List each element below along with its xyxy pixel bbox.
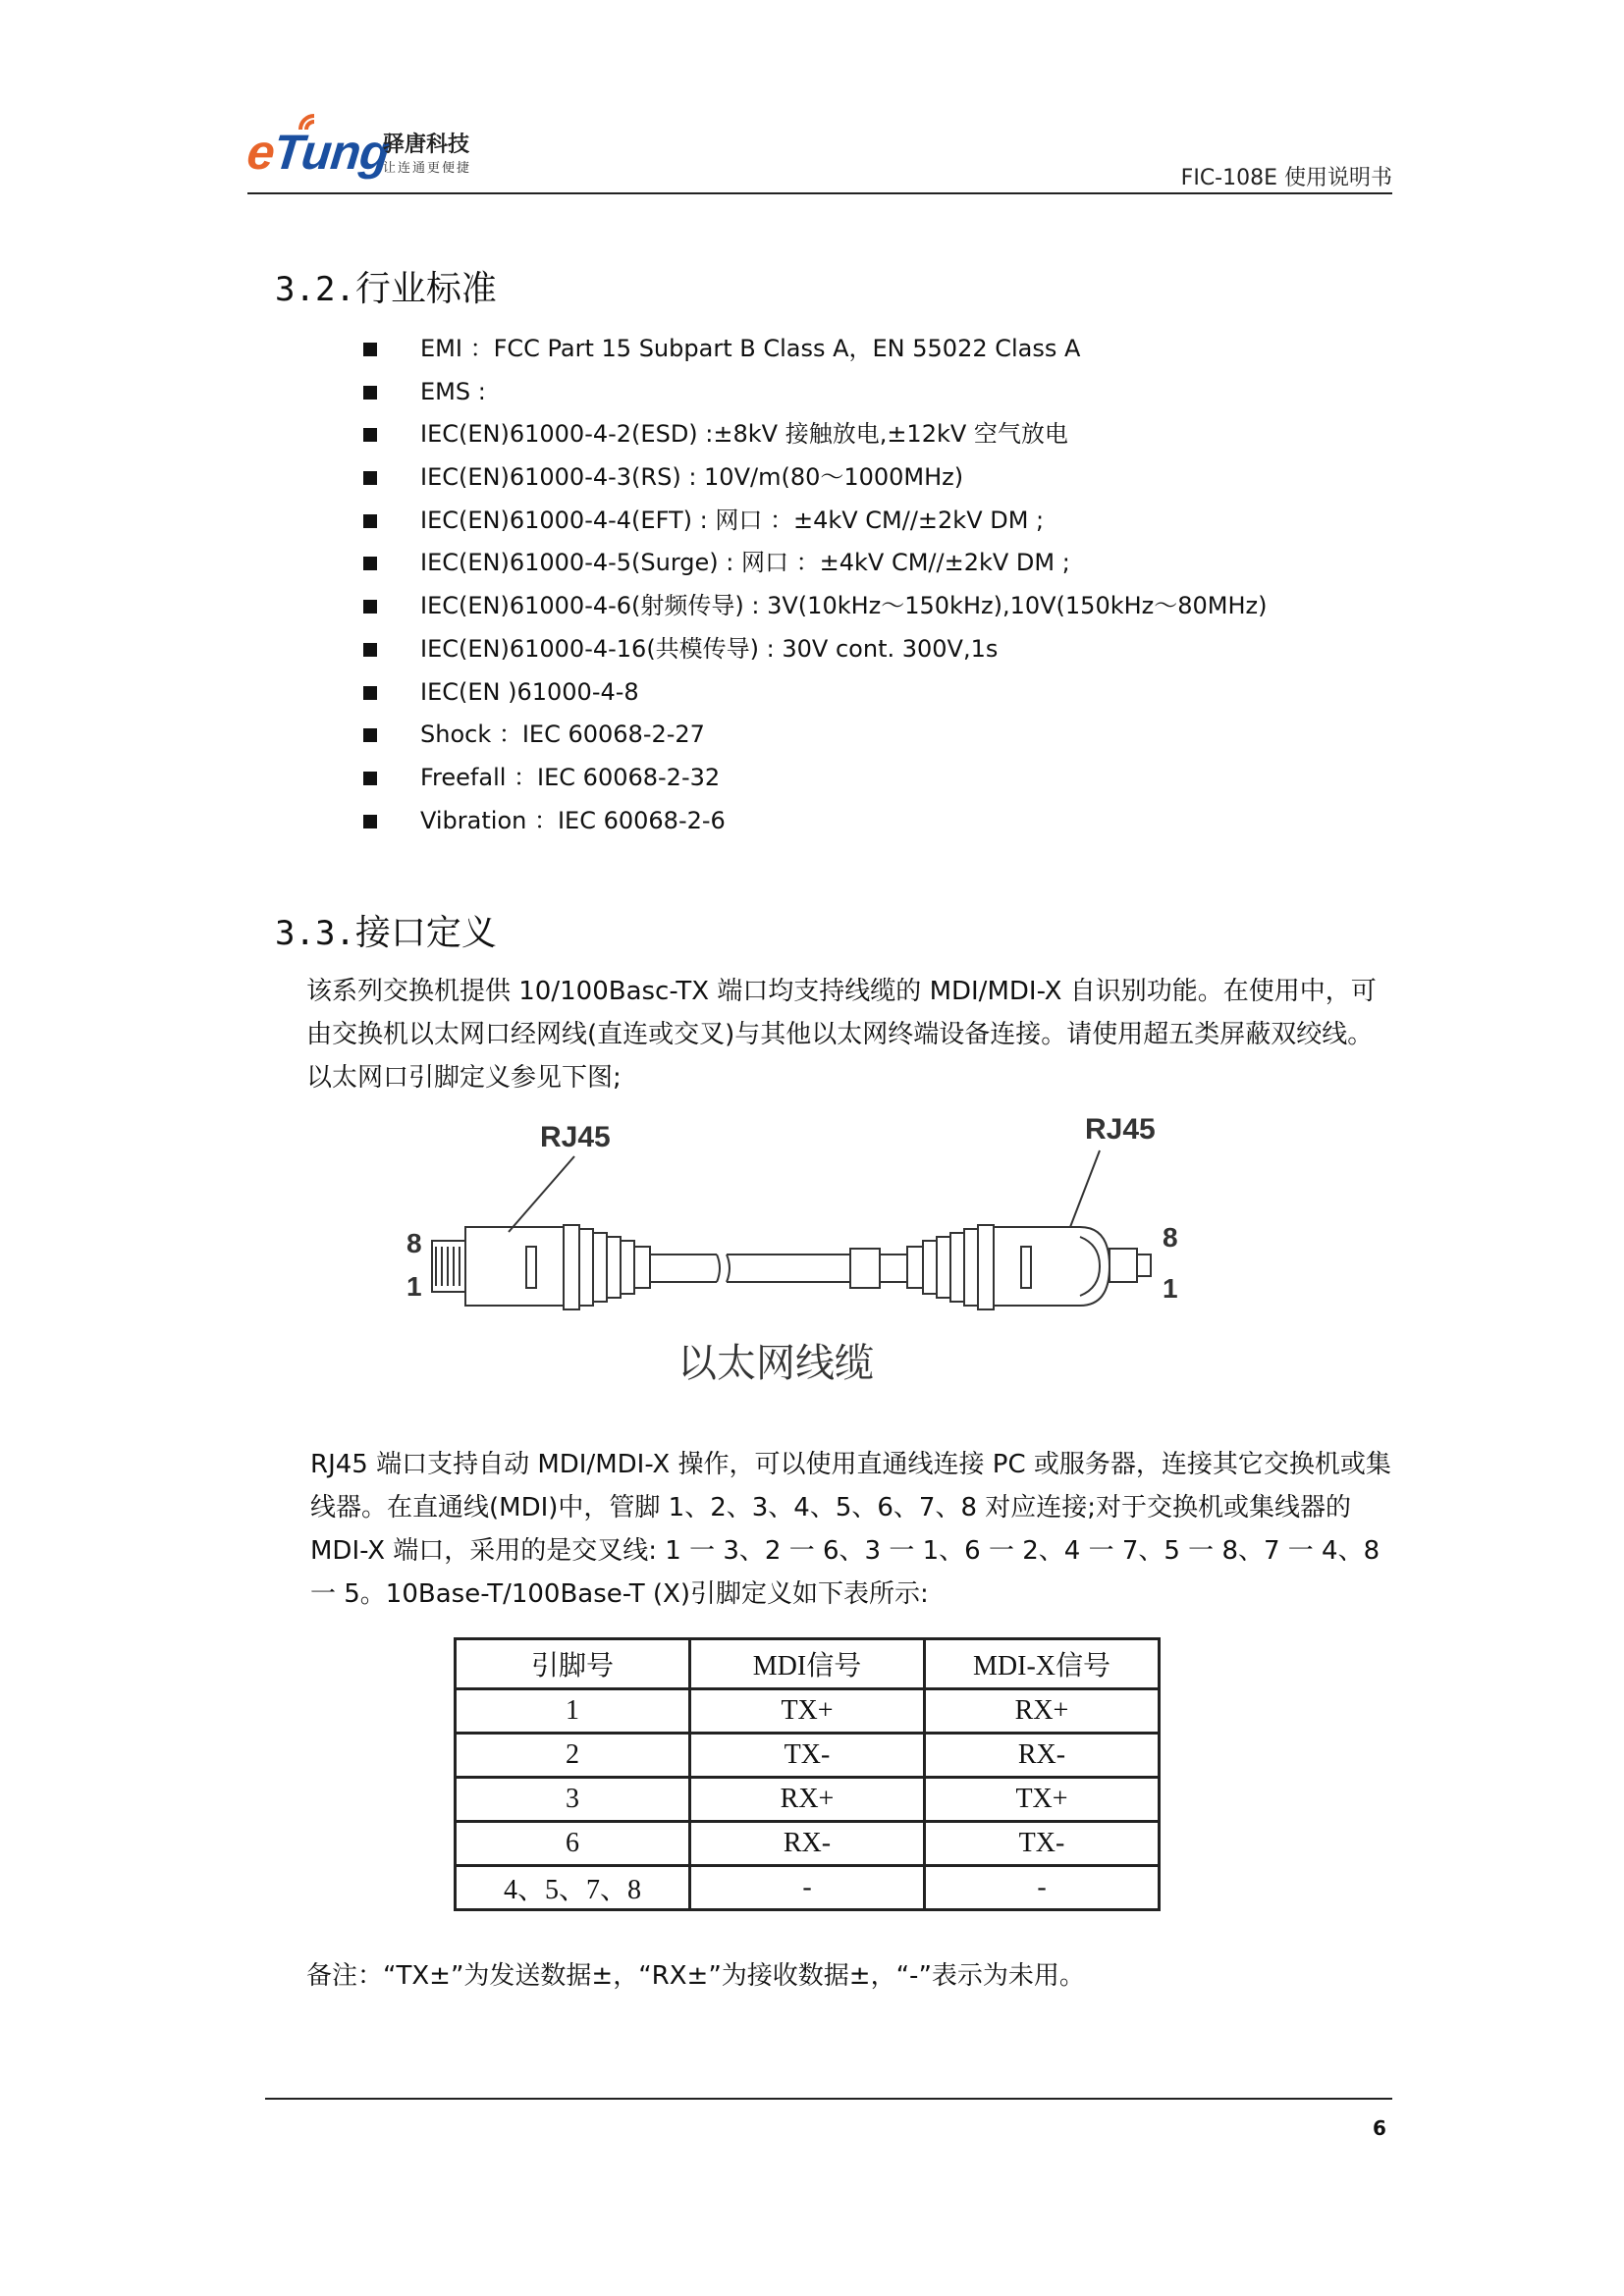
header-mdix: MDI-X信号 xyxy=(925,1639,1160,1689)
section-heading-3-3 xyxy=(275,905,497,955)
list-item-text: IEC(EN)61000-4-5(Surge) : 网口 ：±4kV CM//±2kV DM ; xyxy=(420,549,1070,577)
standards-list xyxy=(363,328,1268,842)
table-cell: 6 xyxy=(456,1822,690,1866)
table-cell: 2 xyxy=(456,1734,690,1778)
bullet-square-icon xyxy=(363,600,377,614)
bullet-square-icon xyxy=(363,686,377,700)
table-cell: - xyxy=(690,1866,925,1910)
list-item xyxy=(363,671,1268,715)
right-pin-8: 8 xyxy=(1163,1222,1178,1253)
footer-divider xyxy=(265,2098,1392,2100)
table-cell: RX- xyxy=(925,1734,1160,1778)
list-item xyxy=(363,800,1268,843)
right-plug xyxy=(907,1225,1151,1309)
bullet-square-icon xyxy=(363,386,377,400)
list-item-text: EMS : xyxy=(420,377,486,405)
table-cell: - xyxy=(925,1866,1160,1910)
table-row xyxy=(456,1689,1160,1734)
bullet-square-icon xyxy=(363,514,377,528)
table-cell: TX- xyxy=(925,1822,1160,1866)
table-row xyxy=(456,1822,1160,1866)
table-row xyxy=(456,1866,1160,1910)
right-pin-1: 1 xyxy=(1163,1273,1178,1304)
bullet-square-icon xyxy=(363,643,377,657)
document-title: FIC-108E 使用说明书 xyxy=(1180,166,1392,190)
section-title: 行业标准 xyxy=(354,269,497,309)
list-item xyxy=(363,542,1268,585)
list-item-text: EMI ：FCC Part 15 Subpart B Class A，EN 55022 Class A xyxy=(420,335,1081,362)
list-item-text: IEC(EN)61000-4-16(共模传导) : 30V cont. 300V,1s xyxy=(420,634,999,663)
list-item xyxy=(363,757,1268,800)
bullet-square-icon xyxy=(363,728,377,742)
left-pin-8: 8 xyxy=(406,1228,422,1258)
list-item-text: IEC(EN)61000-4-3(RS) : 10V/m(80～1000MHz) xyxy=(420,463,964,492)
list-item xyxy=(363,413,1268,456)
interface-intro-paragraph: 该系列交换机提供 10/100Basc-TX 端口均支持线缆的 MDI/MDI-X 自识别功能。在使用中，可由交换机以太网口经网线(直连或交叉)与其他以太网终端设备连接。请使用超五类屏蔽双绞线。以太网口引脚定义参见下图; xyxy=(306,977,1377,1093)
company-name: 驿唐科技 xyxy=(383,132,470,157)
list-item xyxy=(363,628,1268,671)
left-pin-1: 1 xyxy=(406,1271,422,1302)
bullet-square-icon xyxy=(363,471,377,485)
list-item xyxy=(363,328,1268,371)
figure-caption: 以太网线缆 xyxy=(677,1341,874,1386)
page-number: 6 xyxy=(1373,2116,1386,2140)
list-item xyxy=(363,456,1268,500)
list-item-text: Shock ：IEC 60068-2-27 xyxy=(420,721,705,749)
rj45-cable-figure xyxy=(393,1099,1198,1398)
pin-definition-table xyxy=(454,1637,1161,1911)
company-slogan: 让连通更便捷 xyxy=(383,161,472,176)
list-item-text: IEC(EN )61000-4-8 xyxy=(420,677,639,706)
logo-text: Tung xyxy=(270,125,393,180)
section-title: 接口定义 xyxy=(354,913,497,953)
bullet-square-icon xyxy=(363,557,377,570)
bullet-square-icon xyxy=(363,343,377,356)
table-cell: RX- xyxy=(690,1822,925,1866)
table-cell: TX+ xyxy=(690,1689,925,1734)
right-rj45-label: RJ45 xyxy=(1085,1113,1156,1146)
table-cell: 1 xyxy=(456,1689,690,1734)
rj45-description-paragraph: RJ45 端口支持自动 MDI/MDI-X 操作，可以使用直通线连接 PC 或服务器，连接其它交换机或集线器。在直通线(MDI)中，管脚 1、2、3、4、5、6、7、8 对应连接;对于交换机或集线器的 MDI-X 端口，采用的是交叉线: 1 一 3、2 一 6、3 一 1、6 一 2、4 一 7、5 一 8、7 一 4、8 一 5。10Base-T/100Base-T (X)引脚定义如下表所示: xyxy=(310,1450,1391,1609)
list-item-text: Vibration ：IEC 60068-2-6 xyxy=(420,806,726,834)
bullet-square-icon xyxy=(363,428,377,442)
list-item xyxy=(363,714,1268,757)
table-row xyxy=(456,1734,1160,1778)
company-logo: eTung xyxy=(244,125,393,180)
list-item-text: IEC(EN)61000-4-6(射频传导) : 3V(10kHz～150kHz),10V(150kHz～80MHz) xyxy=(420,592,1268,620)
header-divider xyxy=(247,192,1392,194)
header-mdi: MDI信号 xyxy=(690,1639,925,1689)
list-item xyxy=(363,371,1268,414)
left-rj45-label: RJ45 xyxy=(540,1121,611,1153)
table-row xyxy=(456,1778,1160,1822)
section-heading-3-2 xyxy=(275,261,497,311)
table-cell: 3 xyxy=(456,1778,690,1822)
header-pin: 引脚号 xyxy=(456,1639,690,1689)
section-number: 3.2. xyxy=(275,270,355,309)
cable xyxy=(650,1249,907,1288)
bullet-square-icon xyxy=(363,815,377,828)
left-plug xyxy=(432,1225,650,1309)
table-cell: TX- xyxy=(690,1734,925,1778)
table-cell: RX+ xyxy=(925,1689,1160,1734)
table-cell: 4、5、7、8 xyxy=(456,1866,690,1910)
section-number: 3.3. xyxy=(275,914,355,953)
table-cell: RX+ xyxy=(690,1778,925,1822)
bullet-square-icon xyxy=(363,772,377,785)
list-item xyxy=(363,500,1268,543)
list-item-text: Freefall ：IEC 60068-2-32 xyxy=(420,763,721,791)
table-note: 备注：“TX±”为发送数据±，“RX±”为接收数据±，“-”表示为未用。 xyxy=(306,1961,1085,1991)
table-cell: TX+ xyxy=(925,1778,1160,1822)
list-item-text: IEC(EN)61000-4-2(ESD) :±8kV 接触放电,±12kV 空气放电 xyxy=(420,420,1068,449)
list-item-text: IEC(EN)61000-4-4(EFT) : 网口 ：±4kV CM//±2kV DM ; xyxy=(420,506,1045,534)
table-header-row xyxy=(456,1639,1160,1689)
list-item xyxy=(363,585,1268,628)
